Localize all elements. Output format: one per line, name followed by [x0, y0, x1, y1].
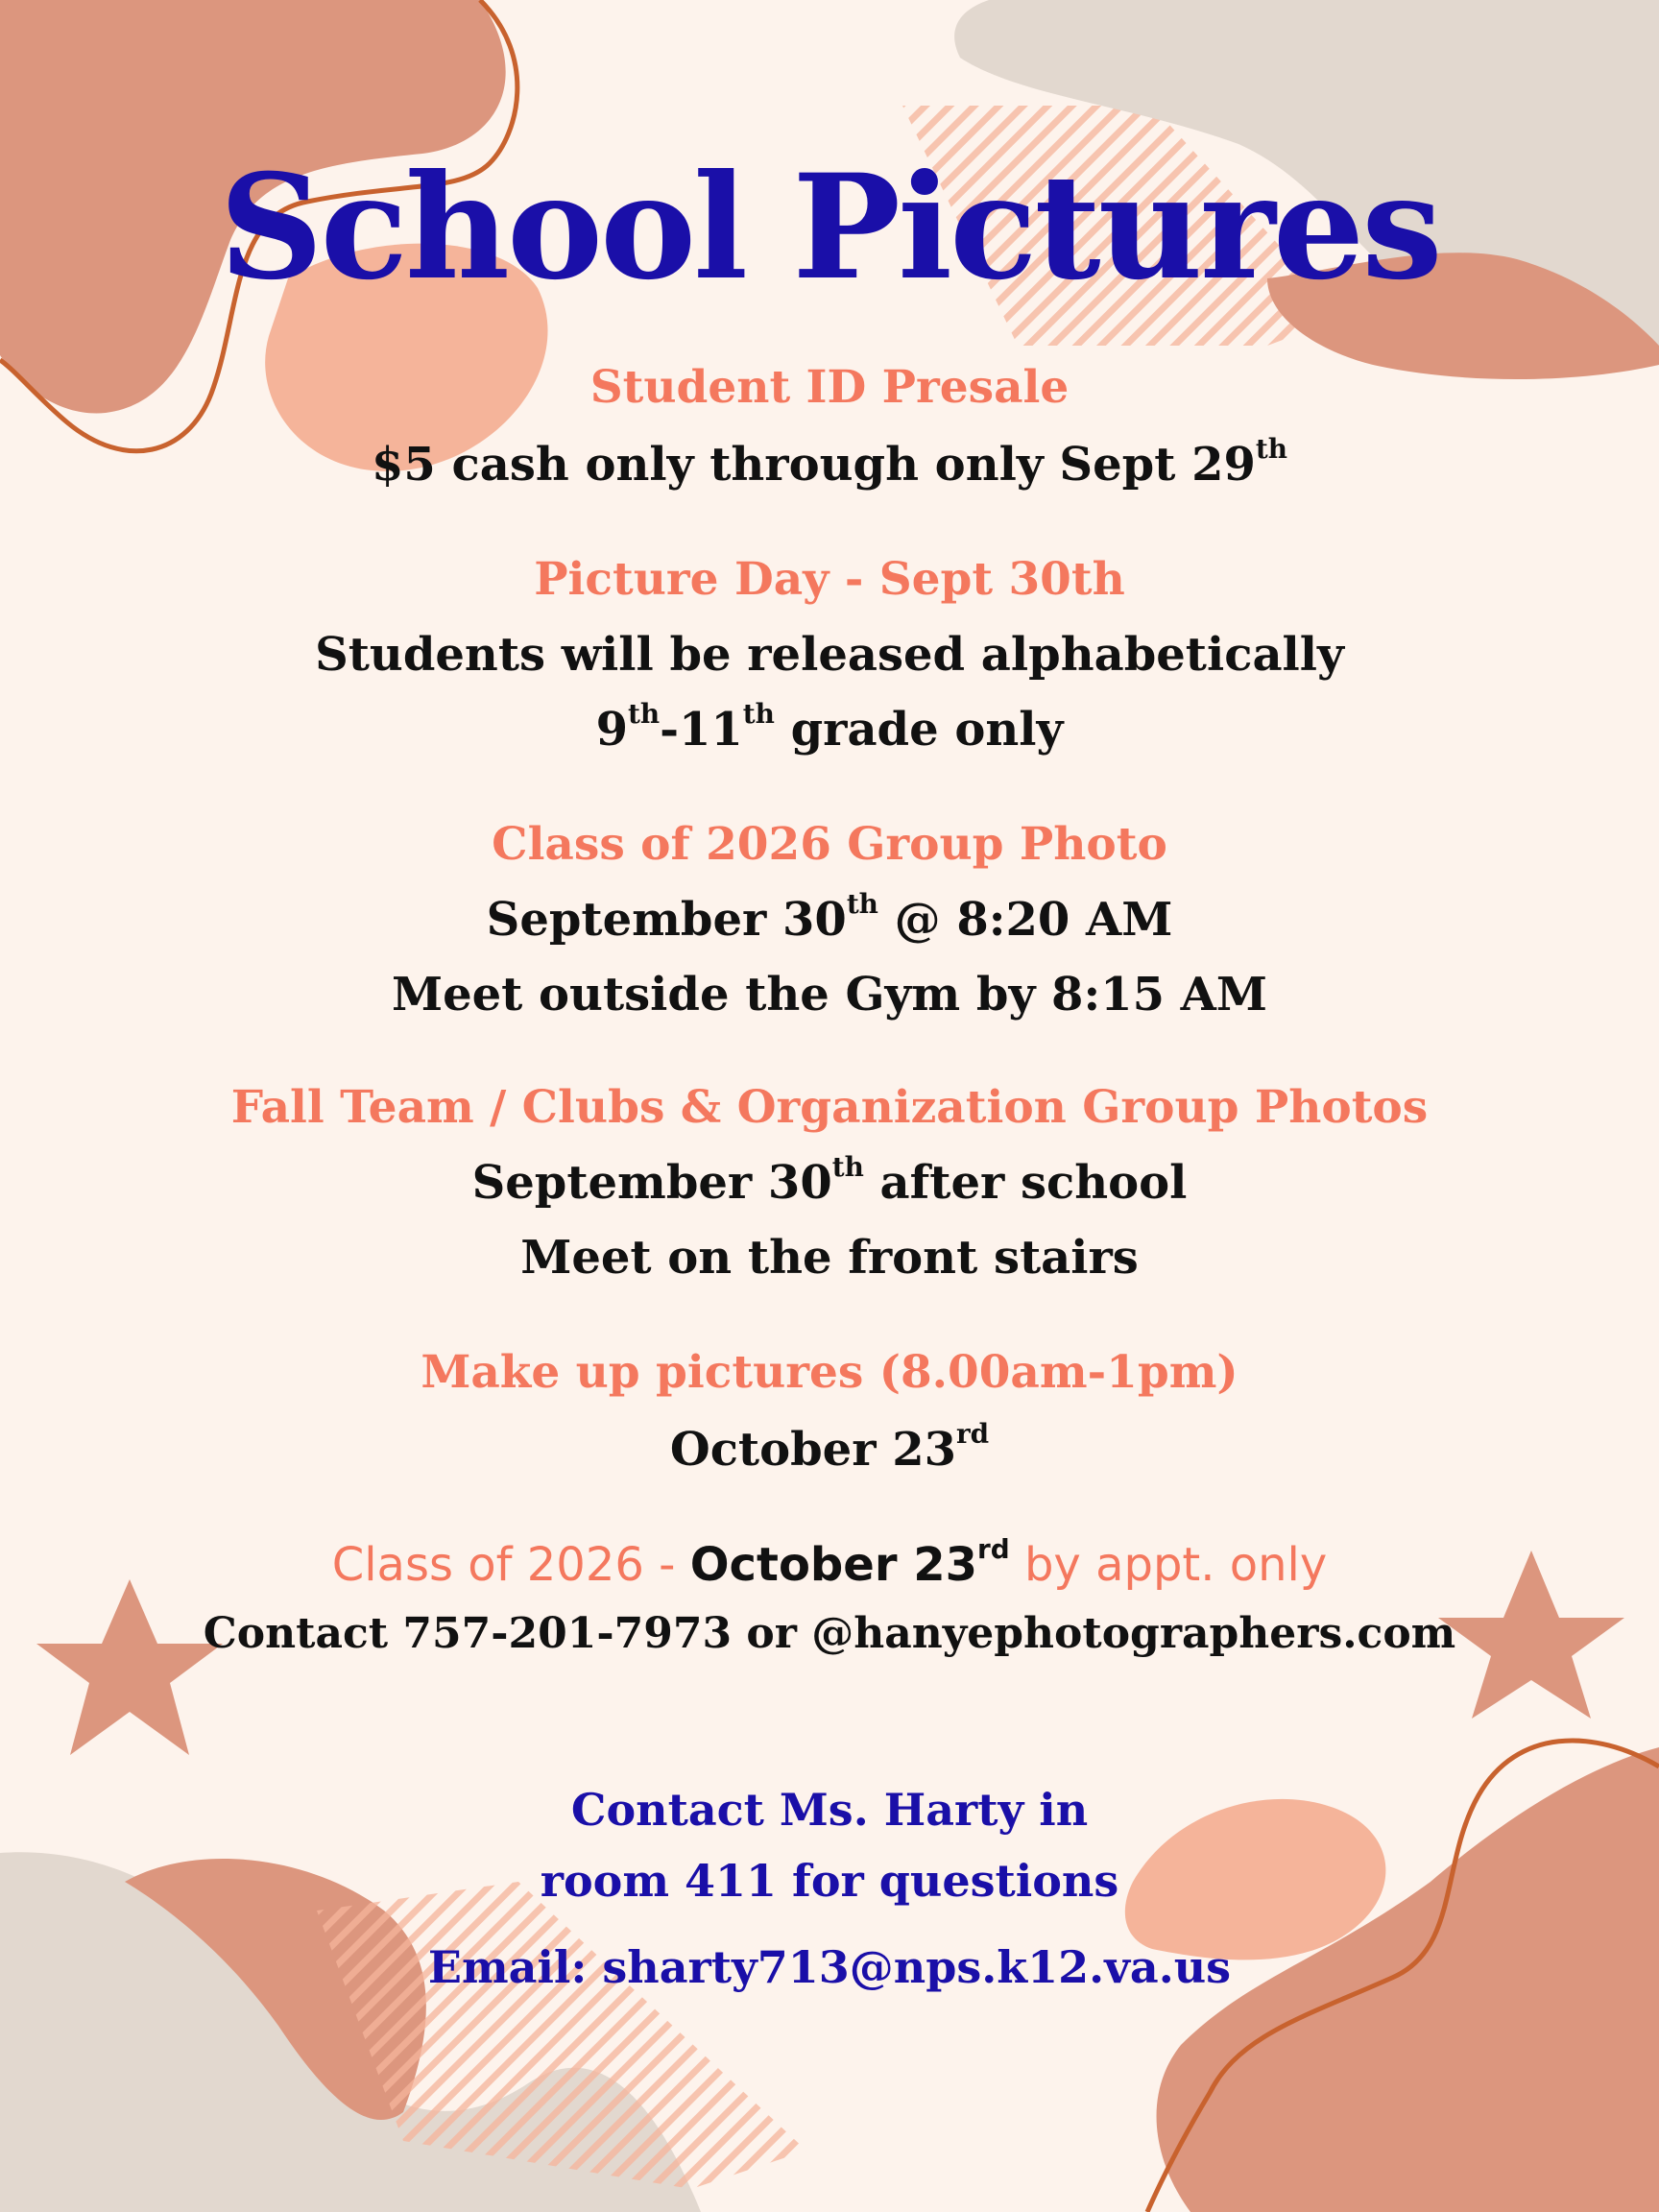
section-heading-class-2026-photo: Class of 2026 Group Photo	[492, 818, 1167, 871]
page-title: School Pictures	[219, 143, 1440, 312]
class-2026-photo-time: September 30th @ 8:20 AM	[486, 888, 1173, 947]
picture-day-release-info: Students will be released alphabetically	[315, 628, 1344, 682]
contact-line-1: Contact Ms. Harty in	[570, 1784, 1089, 1836]
picture-day-grades: 9th-11th grade only	[595, 698, 1064, 757]
group-photos-time: September 30th after school	[471, 1151, 1188, 1210]
section-heading-presale: Student ID Presale	[589, 361, 1070, 414]
class-2026-photo-meeting-point: Meet outside the Gym by 8:15 AM	[391, 968, 1268, 1022]
section-heading-picture-day: Picture Day - Sept 30th	[534, 553, 1125, 606]
section-heading-makeup: Make up pictures (8.00am-1pm)	[421, 1346, 1238, 1399]
contact-email[interactable]: Email: sharty713@nps.k12.va.us	[427, 1941, 1232, 1993]
contact-line-2: room 411 for questions	[540, 1855, 1119, 1907]
section-heading-group-photos: Fall Team / Clubs & Organization Group Photos	[230, 1081, 1429, 1134]
group-photos-meeting-point: Meet on the front stairs	[520, 1231, 1139, 1285]
photographer-contact: Contact 757-201-7973 or @hanyephotographers.com	[203, 1609, 1456, 1658]
section-heading-class-2026-makeup: Class of 2026 - October 23rd by appt. only	[331, 1533, 1328, 1592]
presale-details: $5 cash only through only Sept 29th	[372, 433, 1287, 492]
makeup-date: October 23rd	[669, 1418, 990, 1477]
